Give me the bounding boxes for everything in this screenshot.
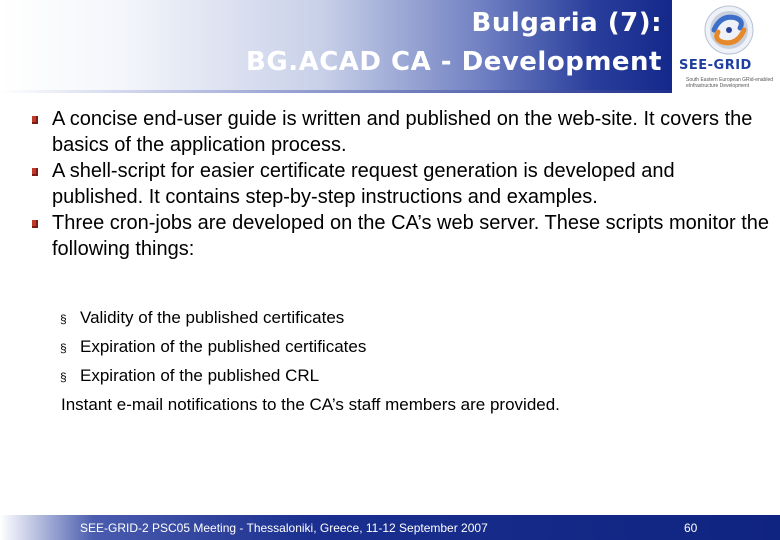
bullet-text: A shell-script for easier certificate request generation is developed and published. It contains step-by-step instructions and examples. — [52, 160, 675, 208]
notification-note: Instant e-mail notifications to the CA’s staff members are provided. — [61, 395, 560, 414]
bullet-marker-icon — [32, 168, 38, 176]
see-grid-logo — [674, 0, 780, 95]
slide-title — [246, 4, 662, 82]
logo-tagline: South Eastern European GRid-enabled eInfrastructure Development — [686, 77, 774, 89]
sub-item — [60, 366, 319, 387]
bullet-marker-icon — [32, 116, 38, 124]
page-number: 60 — [684, 521, 698, 535]
bullet-item — [36, 106, 771, 158]
sub-item — [60, 308, 344, 329]
sub-item-text: Expiration of the published certificates — [80, 337, 367, 356]
sub-item-text: Validity of the published certificates — [80, 308, 345, 327]
square-bullet-icon: § — [60, 370, 67, 384]
square-bullet-icon: § — [60, 341, 67, 355]
sub-item-text: Expiration of the published CRL — [80, 366, 320, 385]
bullet-text: Three cron-jobs are developed on the CA’s web server. These scripts monitor the following things: — [52, 212, 770, 260]
bullet-item — [36, 210, 771, 262]
globe-swirl-icon — [674, 0, 780, 60]
bullet-list — [36, 106, 771, 262]
square-bullet-icon: § — [60, 312, 67, 326]
bullet-marker-icon — [32, 220, 38, 228]
logo-wordmark: SEE-GRID — [679, 58, 752, 73]
slide-title-line2: BG.ACAD CA - Development — [246, 47, 662, 77]
bullet-item — [36, 158, 771, 210]
sub-item — [60, 337, 366, 358]
bullet-text: A concise end-user guide is written and published on the web-site. It covers the basics of the application process. — [52, 108, 753, 156]
footer-meeting-text: SEE-GRID-2 PSC05 Meeting - Thessaloniki, Greece, 11-12 September 2007 — [80, 521, 488, 535]
slide-title-line1: Bulgaria (7): — [471, 8, 662, 38]
header-divider — [0, 90, 672, 93]
